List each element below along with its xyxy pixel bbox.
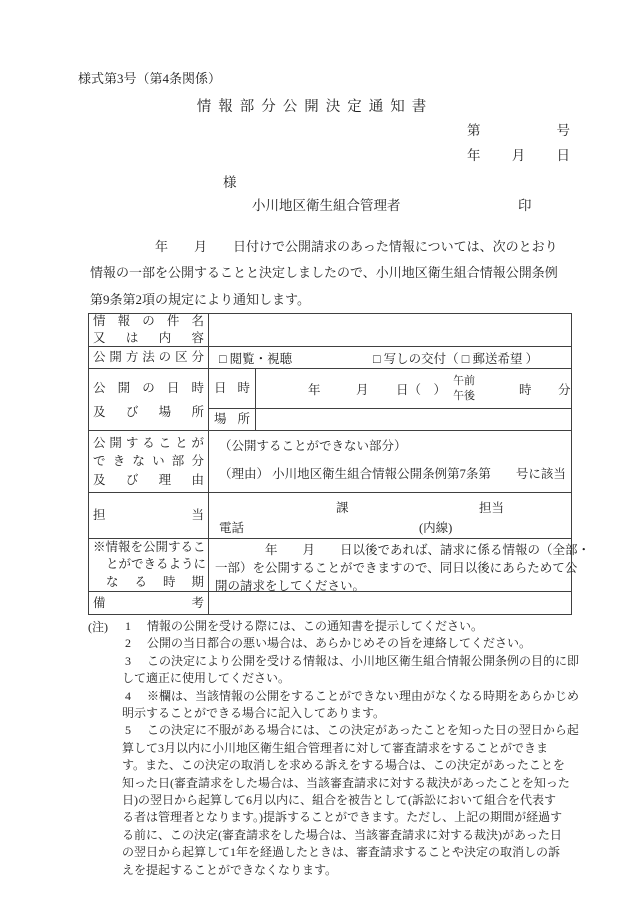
- table-row-datetime-place: [89, 369, 571, 431]
- date-month-label: 月: [511, 148, 526, 163]
- notes-section: [88, 618, 580, 879]
- note-text: 日)の翌日から起算して6月以内に、組合を被告として(訴訟において組合を代表す: [122, 793, 556, 808]
- datetime-sublabel: [209, 369, 256, 408]
- section-ka-label: 課: [336, 501, 349, 515]
- note-text: して適正に使用してください。: [122, 671, 291, 686]
- tel-label: 電話: [219, 521, 245, 535]
- table-row-timing: [89, 539, 591, 593]
- checkbox-view-listen[interactable]: □ 閲覧・視聴: [219, 351, 293, 366]
- intro-line: 年 月 日付けで公開請求のあった情報については、次のとおり: [90, 239, 558, 254]
- doc-no-prefix: 第: [467, 123, 481, 138]
- subject-label-line: 又は内容: [93, 331, 204, 345]
- am-label: 午前: [453, 375, 475, 387]
- subject-label: [89, 314, 209, 346]
- timing-label-line: ※情報を公開するこ: [93, 539, 206, 554]
- note-item-5: [88, 722, 579, 879]
- page-title: 情報部分公開決定通知書: [196, 99, 434, 115]
- note-text: る者は管理者となります。)提訴することができます。ただし、上記の期間が経過す: [122, 810, 563, 825]
- contact-label: [89, 493, 209, 538]
- intro-line: 情報の一部を公開することと決定しましたので、小川地区衛生組合情報公開条例: [90, 265, 558, 281]
- note-text: る前に、この決定(審査請求をした場合は、当該審査請求に対する裁決)があった日: [122, 827, 562, 842]
- contact-value-cell: [209, 493, 571, 538]
- seal-mark: 印: [518, 198, 532, 213]
- datetime-sublabel-text: 日時: [214, 381, 250, 395]
- datetime-place-label-line: 公開の日時: [93, 380, 204, 395]
- timing-line: 年 月 日以後であれば、請求に係る情報の（全部・: [215, 543, 591, 557]
- place-sublabel: [209, 409, 256, 430]
- nondisclosure-label-line: 及び理由: [93, 472, 204, 487]
- contact-label-line: 担当: [93, 508, 204, 522]
- timing-label-line: とができるように: [106, 557, 207, 572]
- note-text: 情報の公開を受ける際には、この通知書を提示してください。: [147, 619, 484, 633]
- dt-hour-label: 時: [519, 382, 532, 397]
- table-row-remarks: [89, 592, 571, 614]
- note-item-1: [88, 618, 574, 635]
- datetime-place-cells: [209, 369, 571, 430]
- datetime-subrow: [209, 369, 571, 409]
- note-number: 4: [125, 688, 131, 703]
- place-subrow: [209, 409, 571, 430]
- timing-label: [89, 539, 209, 591]
- pm-label: 午後: [453, 389, 475, 402]
- checkbox-copy-mail[interactable]: □ 写しの交付（ □ 郵送希望 ）: [373, 351, 539, 366]
- nondisclosable-parts-line: （公開することができない部分）: [219, 439, 407, 453]
- note-text: 公開の当日都合の悪い場合は、あらかじめその旨を連絡してください。: [147, 636, 532, 651]
- note-text: 明示することができる場合に記入してあります。: [122, 706, 386, 721]
- dt-day-label: 日（ ）: [396, 382, 447, 397]
- datetime-value-cell: [256, 369, 571, 408]
- table-row-method: [89, 347, 571, 369]
- note-item-2: [88, 635, 574, 652]
- note-item-3: [88, 653, 580, 688]
- extension-label: (内線): [419, 521, 453, 535]
- nondisclosure-value-cell: [209, 431, 571, 492]
- am-pm-labels: [453, 374, 475, 403]
- intro-line: 第9条第2項の規定により通知します。: [90, 291, 310, 307]
- dt-minute-label: 分: [558, 382, 571, 397]
- person-label: 担当: [479, 501, 505, 515]
- note-text: 知った日(審査請求をした場合は、当該審査請求に対する裁決があったことを知った: [122, 775, 570, 790]
- table-row-subject: [89, 314, 571, 347]
- timing-label-line: なる時期: [106, 574, 204, 589]
- nondisclosure-label: [89, 431, 209, 492]
- note-text: えを提起することができなくなります。: [122, 862, 338, 877]
- timing-line: 一部）を公開することができますので、同日以後にあらためて公: [215, 561, 578, 575]
- nondisclosure-label-line: できない部分: [93, 454, 204, 469]
- doc-no-suffix: 号: [556, 123, 570, 138]
- note-item-4: [88, 688, 580, 723]
- datetime-place-label: [89, 369, 209, 430]
- nondisclosure-label-line: 公開することが: [93, 435, 204, 450]
- document-number-line: [467, 119, 570, 139]
- dt-month-label: 月: [356, 382, 369, 397]
- note-number: 1: [125, 619, 131, 633]
- date-year-label: 年: [467, 148, 481, 163]
- notification-table: [88, 313, 591, 615]
- timing-value-cell: [209, 539, 596, 591]
- reason-line: （理由） 小川地区衛生組合情報公開条例第7条第 号に該当: [219, 467, 566, 481]
- note-text: 算して3月以内に小川地区衛生組合管理者に対して審査請求をすることができま: [122, 740, 549, 755]
- place-sublabel-text: 場所: [214, 412, 250, 426]
- remarks-label: [89, 592, 209, 614]
- table-row-contact: [89, 493, 571, 539]
- note-number: 2: [125, 636, 131, 651]
- note-number: 5: [125, 723, 131, 738]
- note-text: この決定に不服がある場合には、この決定があったことを知った日の翌日から起: [147, 723, 579, 738]
- subject-value-cell: [209, 314, 571, 346]
- issuer-name: 小川地区衛生組合管理者: [252, 198, 401, 213]
- intro-paragraph: [90, 234, 576, 313]
- note-text: この決定により公開を受ける情報は、小川地区衛生組合情報公開条例の目的に即: [147, 653, 580, 668]
- date-day-label: 日: [556, 148, 570, 163]
- method-label: [89, 347, 209, 368]
- place-value-cell: [256, 409, 571, 430]
- method-options-cell: [209, 347, 571, 368]
- note-text: す。また、この決定の取消しを求める訴えをする場合は、この決定があったことを: [122, 758, 565, 773]
- remarks-label-line: 備考: [93, 595, 204, 610]
- addressee-sama: 様: [223, 175, 237, 190]
- note-number: 3: [125, 653, 131, 668]
- note-text: ※欄は、当該情報の公開をすることができない理由がなくなる時期をあらかじめ: [147, 688, 580, 703]
- subject-label-line: 情報の件名: [93, 314, 204, 328]
- notes-label: (注): [88, 620, 108, 634]
- note-text: の翌日から起算して1年を経過したときは、審査請求することや決定の取消しの訴: [122, 845, 561, 860]
- method-label-line: 公開方法の区分: [93, 350, 204, 364]
- datetime-place-label-line: 及び場所: [93, 404, 204, 419]
- form-id: 様式第3号（第4条関係）: [78, 71, 222, 86]
- remarks-value-cell: [209, 592, 571, 614]
- table-row-nondisclosure: [89, 431, 571, 493]
- document-date-line: [467, 144, 570, 164]
- dt-year-label: 年: [308, 382, 321, 397]
- timing-line: 開の請求をしてください。: [215, 579, 366, 593]
